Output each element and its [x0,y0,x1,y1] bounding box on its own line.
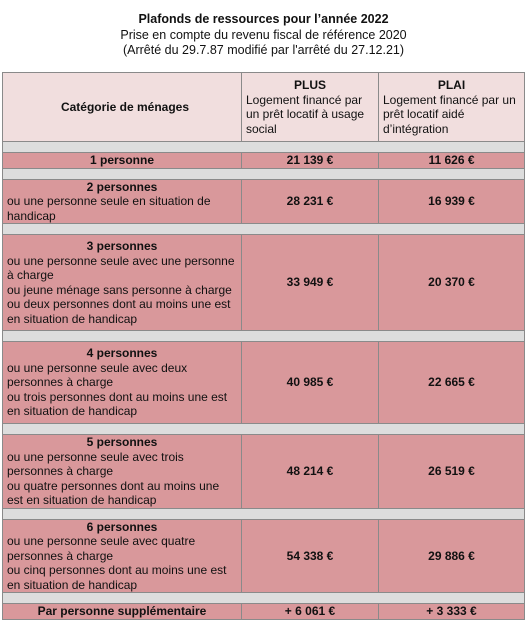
document-reference: (Arrêté du 29.7.87 modifié par l'arrêté du 27.12.21) [122,43,405,57]
household-category-title: 2 personnes [86,179,158,194]
plus-ceiling: 40 985 € [242,342,379,424]
plai-ceiling: 16 939 € [379,179,525,224]
household-category [3,179,242,224]
household-category-title: 3 personnes [86,239,158,253]
plai-ceiling: 26 519 € [379,435,525,509]
plus-ceiling: 54 338 € [242,519,379,593]
plai-ceiling: 22 665 € [379,342,525,424]
plai-title: PLAI [437,78,466,92]
table-row [3,435,525,509]
income-ceilings-table [2,72,525,620]
household-category: 1 personne [3,153,242,169]
household-category-line: ou une personne seule avec une personne à charge [7,253,235,282]
table-row [3,604,525,620]
column-header-category: Catégorie de ménages [3,73,242,142]
plus-ceiling: 21 139 € [242,153,379,169]
household-category-line: ou une personne seule avec quatre personnes à charge [7,534,196,563]
household-category-line: ou trois personnes dont au moins une est en situation de handicap [7,389,228,419]
table-header-row [3,73,525,142]
document-title: Plafonds de ressources pour l’année 2022 [138,12,389,26]
spacer-row [3,142,525,153]
plus-description: Logement financé par un prêt locatif à usage social [246,92,365,136]
spacer-row [3,424,525,435]
spacer-row [3,168,525,179]
table-row [3,153,525,169]
household-category-title: 5 personnes [86,435,158,449]
household-category-title: 4 personnes [86,346,158,361]
plus-ceiling: + 6 061 € [242,604,379,620]
plai-ceiling: 20 370 € [379,235,525,331]
household-category [3,342,242,424]
document-subtitle: Prise en compte du revenu fiscal de référence 2020 [120,27,407,42]
household-category [3,519,242,593]
document-header [0,12,527,59]
plus-title: PLUS [293,78,326,92]
household-category-line: ou deux personnes dont au moins une est en situation de handicap [7,297,231,326]
plai-description: Logement financé par un prêt locatif aidé d’intégration [383,92,516,136]
plai-ceiling: + 3 333 € [379,604,525,620]
spacer-row [3,224,525,235]
plus-ceiling: 28 231 € [242,179,379,224]
household-category-line: ou une personne seule avec deux personnes à charge [7,360,188,390]
column-header-plus [242,73,379,142]
plai-ceiling: 29 886 € [379,519,525,593]
plai-ceiling: 11 626 € [379,153,525,169]
household-category-line: ou quatre personnes dont au moins une est en situation de handicap [7,478,220,507]
table-row [3,235,525,331]
household-category: Par personne supplémentaire [3,604,242,620]
table-row [3,519,525,593]
spacer-row [3,593,525,604]
household-category-line: ou cinq personnes dont au moins une est en situation de handicap [7,563,227,592]
plus-ceiling: 48 214 € [242,435,379,509]
column-header-plai [379,73,525,142]
plus-ceiling: 33 949 € [242,235,379,331]
household-category-title: 6 personnes [86,519,158,534]
table-row [3,179,525,224]
household-category [3,435,242,509]
table-row [3,342,525,424]
household-category-line: ou une personne seule en situation de handicap [7,194,211,223]
household-category [3,235,242,331]
spacer-row [3,508,525,519]
household-category-line: ou une personne seule avec trois personnes à charge [7,449,184,478]
household-category-line: ou jeune ménage sans personne à charge [7,282,232,297]
spacer-row [3,331,525,342]
